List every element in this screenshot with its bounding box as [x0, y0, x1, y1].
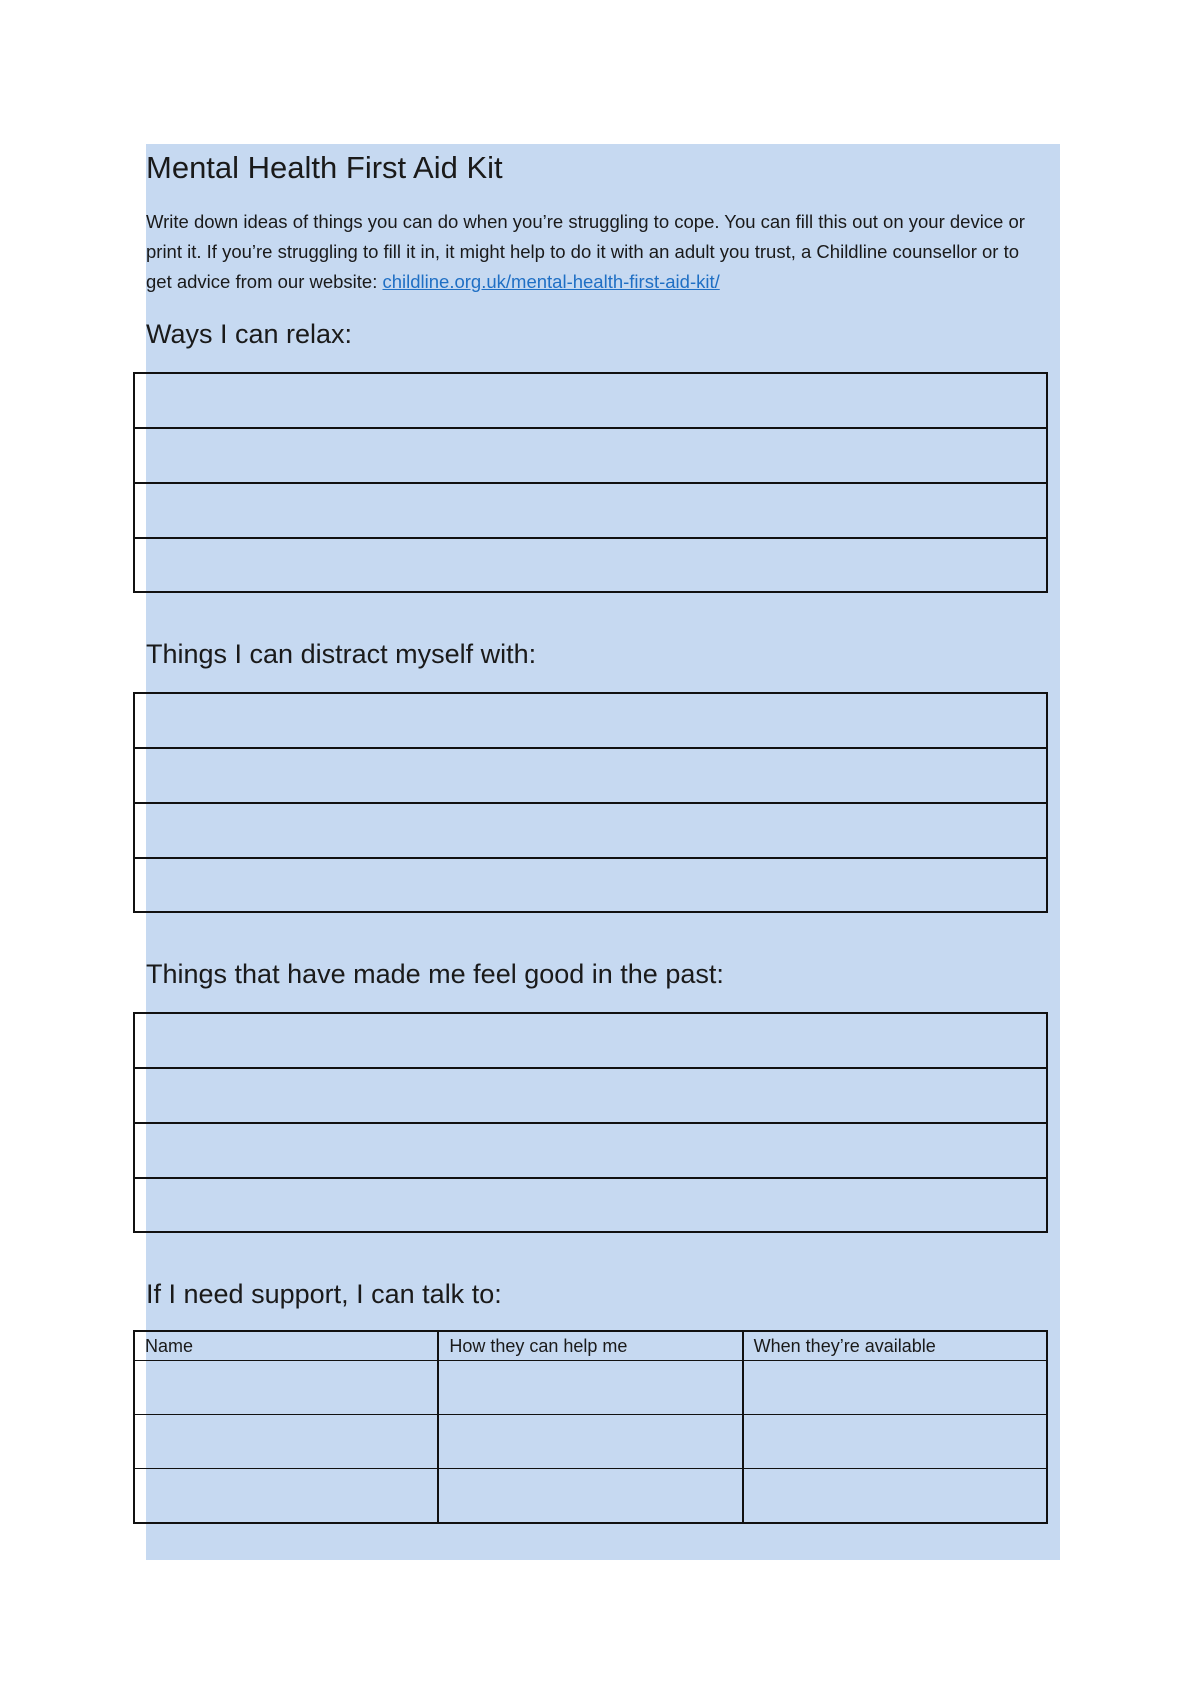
availability-cell[interactable]	[743, 1361, 1047, 1415]
table-row	[134, 1415, 1047, 1469]
help-cell[interactable]	[438, 1361, 742, 1415]
distract-entry-row[interactable]	[135, 749, 1046, 804]
relax-entry-row[interactable]	[135, 429, 1046, 484]
page-title: Mental Health First Aid Kit	[146, 150, 503, 185]
relax-entry-box	[133, 372, 1048, 593]
feel-good-entry-row[interactable]	[135, 1069, 1046, 1124]
feel-good-entry-row[interactable]	[135, 1179, 1046, 1231]
relax-entry-row[interactable]	[135, 484, 1046, 539]
section-heading-support: If I need support, I can talk to:	[146, 1279, 502, 1309]
intro-paragraph	[146, 207, 1046, 297]
support-table	[133, 1330, 1048, 1524]
help-cell[interactable]	[438, 1469, 742, 1524]
website-link[interactable]: childline.org.uk/mental-health-first-aid-kit/	[382, 271, 720, 292]
feel-good-entry-row[interactable]	[135, 1124, 1046, 1179]
availability-cell[interactable]	[743, 1469, 1047, 1524]
table-row	[134, 1361, 1047, 1415]
section-heading-distract: Things I can distract myself with:	[146, 639, 537, 669]
distract-entry-box	[133, 692, 1048, 913]
distract-entry-row[interactable]	[135, 804, 1046, 859]
name-cell[interactable]	[134, 1361, 438, 1415]
section-heading-feel-good: Things that have made me feel good in the past:	[146, 959, 724, 989]
table-row	[134, 1469, 1047, 1524]
relax-entry-row[interactable]	[135, 374, 1046, 429]
column-header-help: How they can help me	[438, 1331, 742, 1361]
intro-text: Write down ideas of things you can do when you’re struggling to cope. You can fill this out on your device or print it. If you’re struggling to fill it in, it might help to do it with an adult you trust, a Childline counsellor or to get advice from our website:	[146, 211, 1025, 292]
availability-cell[interactable]	[743, 1415, 1047, 1469]
relax-entry-row[interactable]	[135, 539, 1046, 591]
name-cell[interactable]	[134, 1415, 438, 1469]
name-cell[interactable]	[134, 1469, 438, 1524]
column-header-name: Name	[134, 1331, 438, 1361]
support-table-header-row	[134, 1331, 1047, 1361]
column-header-available: When they’re available	[743, 1331, 1047, 1361]
distract-entry-row[interactable]	[135, 859, 1046, 911]
help-cell[interactable]	[438, 1415, 742, 1469]
feel-good-entry-box	[133, 1012, 1048, 1233]
distract-entry-row[interactable]	[135, 694, 1046, 749]
section-heading-relax: Ways I can relax:	[146, 319, 353, 349]
feel-good-entry-row[interactable]	[135, 1014, 1046, 1069]
